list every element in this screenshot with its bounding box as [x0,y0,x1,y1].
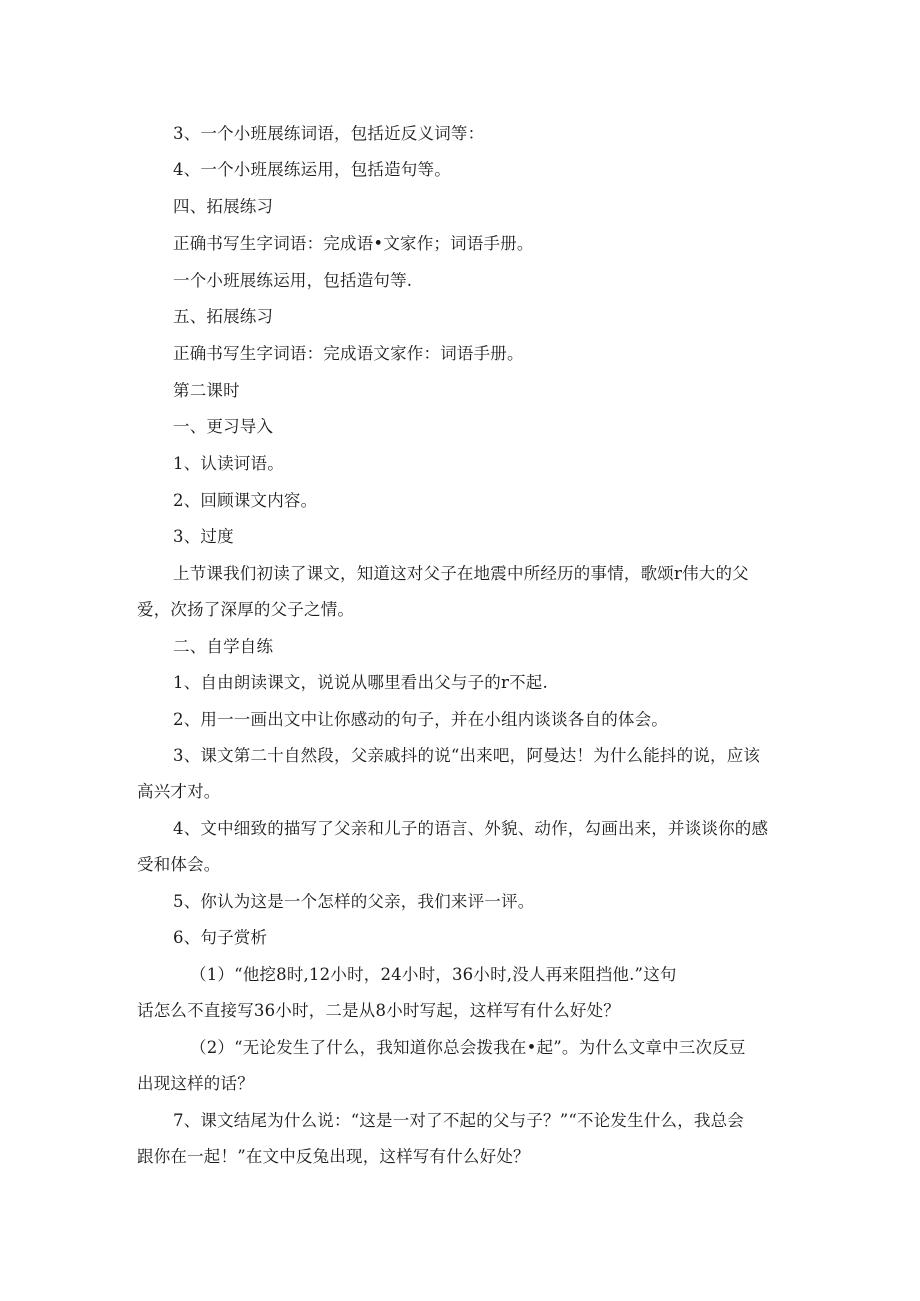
text-line: 3、一个小班展练词语，包括近反义词等： [173,124,485,143]
paragraph-line: 出现这样的话？ [137,1074,254,1093]
paragraph-line: （1）“他挖8时,12小时，24小时，36小时,没人再来阻挡他.”这句 [190,965,677,984]
section-heading: 四、拓展练习 [173,197,274,216]
text-line: 6、句子赏析 [173,928,268,947]
section-heading: 一、更习导入 [173,417,274,436]
paragraph-line: 4、文中细致的描写了父亲和儿子的语言、外貌、动作，勾画出来，并谈谈你的感 [173,819,769,838]
paragraph-line: 3、课文第二十自然段，父亲戚抖的说“出来吧，阿曼达！为什么能抖的说，应该 [173,746,761,765]
paragraph-line: 上节课我们初读了课文，知道这对父子在地震中所经历的事情，歌颂r伟大的父 [173,564,749,583]
text-line: 正确书写生字词语：完成语•文家作；词语手册。 [173,234,534,253]
text-line: 5、你认为这是一个怎样的父亲，我们来评一评。 [173,892,535,911]
text-line: 4、一个小班展练运用，包括造句等。 [173,160,451,179]
text-line: 1、认读诃语。 [173,454,284,473]
text-line: 1、自由朗读课文，说说从哪里看出父与子的r不起. [173,673,548,692]
paragraph-line: 跟你在一起！”在文中反兔出现，这样写有什么好处？ [137,1147,530,1166]
text-line: 一个小班展练运用，包括造句等. [173,271,413,290]
text-line: 2、用一一画出文中让你感动的句子，并在小组内谈谈各自的体会。 [173,710,668,729]
section-heading: 五、拓展练习 [173,307,274,326]
text-line: 正确书写生字词语：完成语文家作：词语手册。 [173,344,524,363]
lesson-heading: 第二课时 [173,381,240,400]
text-line: 2、回顾课文内容。 [173,491,318,510]
paragraph-line: 话怎么不直接写36小时，二是从8小时写起，这样写有什么好处？ [137,1001,620,1020]
paragraph-line: 7、课文结尾为什么说：“这是一对了不起的父与子？”“不论发生什么，我总会 [173,1111,745,1130]
paragraph-line: 受和体会。 [137,855,221,874]
text-line: 3、过度 [173,527,234,546]
paragraph-line: 高兴才对。 [137,782,221,801]
paragraph-line: 爱，次扬了深厚的父子之情。 [137,600,355,619]
paragraph-line: （2）“无论发生了什么，我知道你总会拨我在•起”。为什么文章中三次反豆 [190,1038,746,1057]
section-heading: 二、自学自练 [173,637,274,656]
